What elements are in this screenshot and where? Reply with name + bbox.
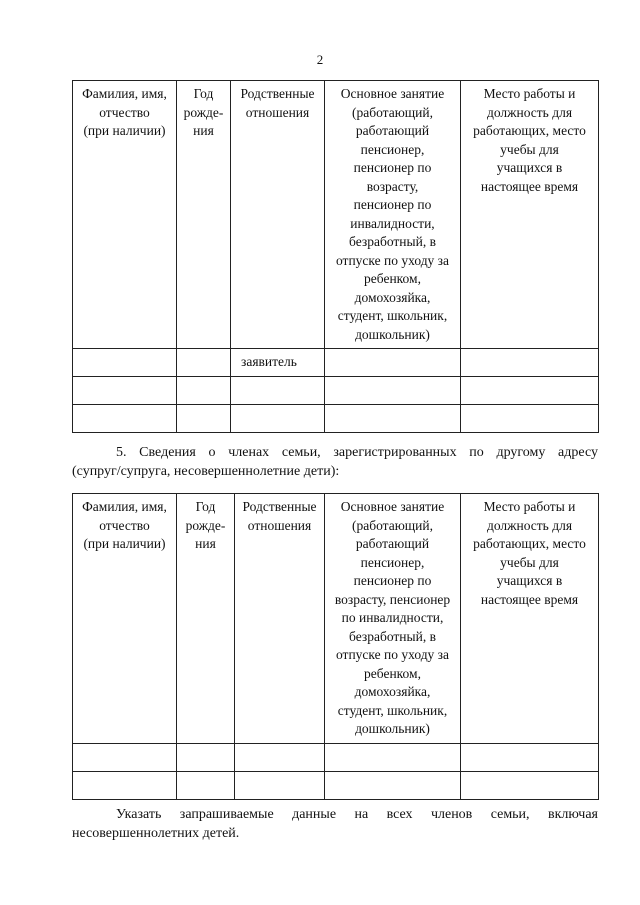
- header-main-occupation: Основное занятие (работающий, работающий пенсионер, пенсионер по возрасту, пенсионер по инвалидности, безработный, в отпуске по уходу за ребенком, домохозяйка, студент, школьник, дошкольник): [325, 494, 461, 744]
- cell-birth-year[interactable]: [177, 743, 235, 771]
- other-address-family-table: [72, 493, 599, 800]
- cell-birth-year[interactable]: [177, 349, 231, 377]
- table-row: [73, 377, 599, 405]
- table-row: [73, 405, 599, 433]
- cell-full-name[interactable]: [73, 743, 177, 771]
- table-row: [73, 349, 599, 377]
- header-full-name: Фамилия, имя, отчество (при наличии): [73, 494, 177, 744]
- table-row: [73, 771, 599, 799]
- cell-relationship[interactable]: [231, 405, 325, 433]
- cell-relationship[interactable]: [231, 377, 325, 405]
- cell-relationship[interactable]: заявитель: [231, 349, 325, 377]
- cell-full-name[interactable]: [73, 349, 177, 377]
- header-relationship: Родственные отношения: [231, 81, 325, 349]
- header-relationship: Родственные отношения: [235, 494, 325, 744]
- page-number: 2: [316, 52, 324, 67]
- cell-relationship[interactable]: [235, 743, 325, 771]
- header-main-occupation: Основное занятие (работающий, работающий пенсионер, пенсионер по возрасту, пенсионер по инвалидности, безработный, в отпуске по уходу за ребенком, домохозяйка, студент, школьник, дошкольник): [325, 81, 461, 349]
- cell-workplace[interactable]: [461, 405, 599, 433]
- cell-main-occupation[interactable]: [325, 405, 461, 433]
- note-line-2: несовершеннолетних детей.: [72, 826, 240, 841]
- cell-full-name[interactable]: [73, 405, 177, 433]
- table-header-row: [73, 494, 599, 744]
- cell-main-occupation[interactable]: [325, 743, 461, 771]
- cell-birth-year[interactable]: [177, 405, 231, 433]
- cell-birth-year[interactable]: [177, 377, 231, 405]
- cell-relationship[interactable]: [235, 771, 325, 799]
- family-members-table: [72, 80, 599, 433]
- table-header-row: [73, 81, 599, 349]
- cell-full-name[interactable]: [73, 377, 177, 405]
- cell-main-occupation[interactable]: [325, 349, 461, 377]
- section-5-heading: [72, 443, 598, 481]
- header-birth-year: Год рожде- ния: [177, 494, 235, 744]
- cell-full-name[interactable]: [73, 771, 177, 799]
- header-workplace: Место работы и должность для работающих, место учебы для учащихся в настоящее время: [461, 81, 599, 349]
- note-line-1: Указать запрашиваемые данные на всех членов семьи, включая: [116, 807, 598, 822]
- cell-main-occupation[interactable]: [325, 771, 461, 799]
- cell-workplace[interactable]: [461, 743, 599, 771]
- family-note: [72, 805, 598, 843]
- cell-workplace[interactable]: [461, 377, 599, 405]
- header-birth-year: Год рожде- ния: [177, 81, 231, 349]
- header-workplace: Место работы и должность для работающих, место учебы для учащихся в настоящее время: [461, 494, 599, 744]
- table-row: [73, 743, 599, 771]
- cell-birth-year[interactable]: [177, 771, 235, 799]
- header-full-name: Фамилия, имя, отчество (при наличии): [73, 81, 177, 349]
- section-5-line-2: (супруг/супруга, несовершеннолетние дети):: [72, 464, 340, 479]
- section-5-line-1: 5. Сведения о членах семьи, зарегистрированных по другому адресу: [116, 445, 598, 460]
- cell-workplace[interactable]: [461, 349, 599, 377]
- cell-main-occupation[interactable]: [325, 377, 461, 405]
- cell-workplace[interactable]: [461, 771, 599, 799]
